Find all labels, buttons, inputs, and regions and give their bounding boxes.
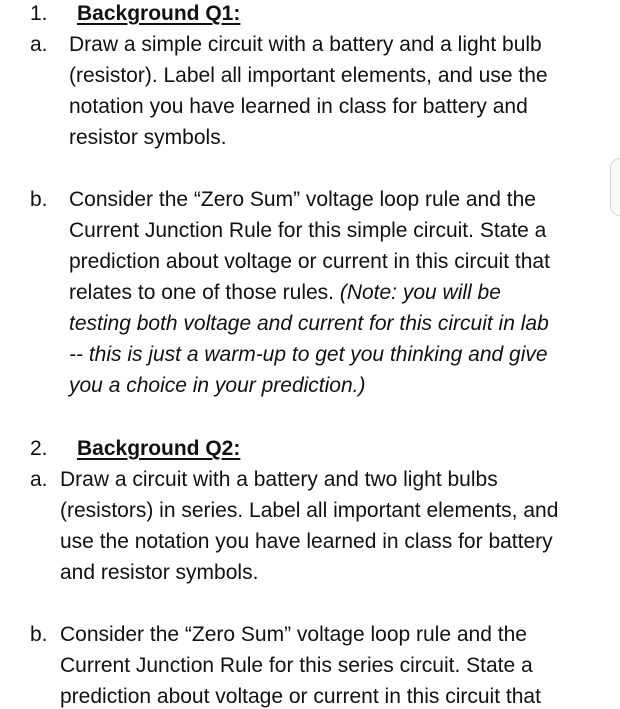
q2-a-line-1: Draw a circuit with a battery and two light bulbs [60, 468, 498, 491]
q2-b-line-3: prediction about voltage or current in this circuit that [60, 685, 541, 708]
q2-a-line-2: (resistors) in series. Label all important elements, and [60, 499, 559, 522]
q1-a-line-1: Draw a simple circuit with a battery and a light bulb [69, 33, 542, 56]
q2-a-marker: a. [30, 468, 48, 491]
q1-b-line-3: prediction about voltage or current in this circuit that [69, 250, 550, 273]
q1-a-marker: a. [30, 33, 48, 56]
q1-b-line-6: -- this is just a warm-up to get you thinking and give [69, 343, 548, 366]
q1-a-line-2: (resistor). Label all important elements, and use the [69, 64, 548, 87]
q1-a-line-3: notation you have learned in class for battery and [69, 95, 528, 118]
q2-heading: Background Q2: [77, 437, 241, 460]
q1-b-line-4 [69, 281, 501, 305]
q1-b-marker: b. [30, 188, 48, 211]
q1-b-line-4-plain: relates to one of those rules. [69, 281, 340, 304]
q1-b-line-2: Current Junction Rule for this simple circuit. State a [69, 219, 547, 242]
q1-heading: Background Q1: [77, 2, 241, 25]
q2-a-line-3: use the notation you have learned in class for battery [60, 530, 553, 553]
scroll-handle[interactable] [610, 158, 620, 216]
q1-b-line-7: you a choice in your prediction.) [69, 374, 366, 397]
q2-number: 2. [30, 437, 48, 460]
q1-b-line-5: testing both voltage and current for this circuit in lab [69, 312, 549, 335]
q2-b-line-2: Current Junction Rule for this series circuit. State a [60, 654, 533, 677]
q1-b-line-1: Consider the “Zero Sum” voltage loop rule and the [69, 188, 536, 211]
q1-a-line-4: resistor symbols. [69, 126, 227, 149]
q1-b-line-4-italic: (Note: you will be [339, 281, 501, 304]
q2-b-line-1: Consider the “Zero Sum” voltage loop rule and the [60, 623, 527, 646]
q2-a-line-4: and resistor symbols. [60, 561, 259, 584]
q2-b-marker: b. [30, 623, 48, 646]
q1-number: 1. [30, 2, 48, 25]
